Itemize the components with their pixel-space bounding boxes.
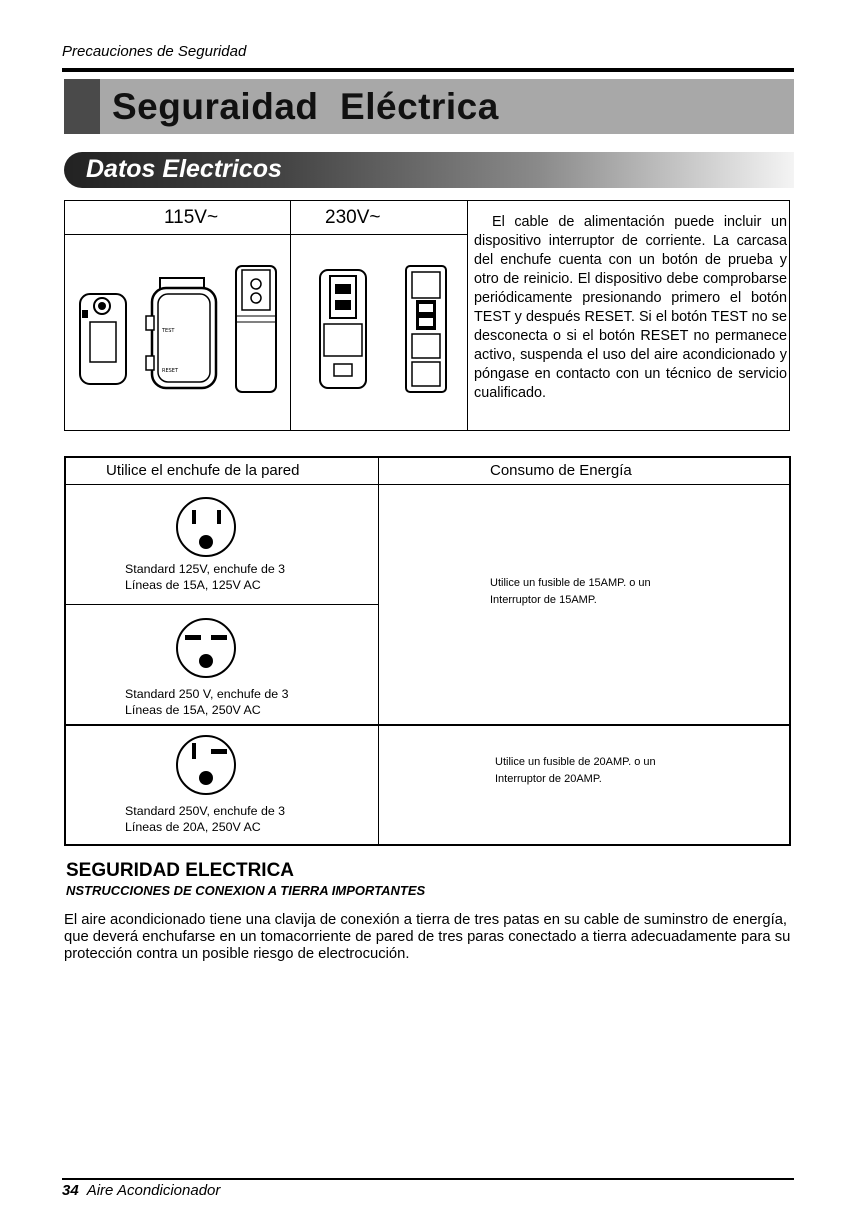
grounding-subtitle: NSTRUCCIONES DE CONEXION A TIERRA IMPORTANTES xyxy=(66,883,426,898)
outlet-label-line: Standard 250 V, enchufe de 3 xyxy=(125,687,289,701)
outlet-table-row-line xyxy=(64,604,378,605)
fuse-15amp-note xyxy=(490,575,651,609)
outlet-label-line: Standard 250V, enchufe de 3 xyxy=(125,804,286,818)
title-accent-block xyxy=(64,79,100,134)
section-title: Datos Electricos xyxy=(86,155,282,183)
outlet-table-row-line xyxy=(64,724,789,726)
devices-header-line xyxy=(64,234,467,235)
outlet-label-line: Líneas de 20A, 250V AC xyxy=(125,820,261,834)
fuse-note-line: Interruptor de 20AMP. xyxy=(495,773,602,785)
plug-230-tall-icon xyxy=(404,264,448,396)
outlet-125v-15a-icon xyxy=(175,496,237,558)
outlet-250v-20a-icon xyxy=(175,734,237,796)
gfci-plug-large-icon xyxy=(146,276,222,392)
page-number: 34 xyxy=(62,1182,79,1199)
devices-divider xyxy=(467,200,468,430)
test-text: TEST xyxy=(162,328,175,334)
header-rule xyxy=(62,68,794,72)
fuse-note-line: Utilice un fusible de 15AMP. o un xyxy=(490,577,651,589)
header-section-label: Precauciones de Seguridad xyxy=(62,43,247,60)
fuse-note-line: Interruptor de 15AMP. xyxy=(490,594,597,606)
outlet-label xyxy=(125,686,289,718)
outlet-250v-15a-icon xyxy=(175,617,237,679)
col-header-power: Consumo de Energía xyxy=(490,462,632,479)
footer-rule xyxy=(62,1178,794,1180)
footer-label: Aire Acondicionador xyxy=(86,1182,221,1199)
outlet-label xyxy=(125,561,285,593)
outlet-table xyxy=(64,456,791,846)
voltage-115-label: 115V~ xyxy=(164,207,219,228)
page-title: Seguraidad Eléctrica xyxy=(112,86,499,127)
outlet-label-line: Standard 125V, enchufe de 3 xyxy=(125,562,286,576)
voltage-230-label: 230V~ xyxy=(325,207,381,228)
outlet-table-divider xyxy=(378,456,379,844)
outlet-table-header-line xyxy=(64,484,789,485)
grounding-title: SEGURIDAD ELECTRICA xyxy=(66,860,295,881)
outlet-label-line: Líneas de 15A, 125V AC xyxy=(125,578,261,592)
outlet-label xyxy=(125,803,285,835)
reset-text: RESET xyxy=(162,368,179,374)
gfci-plug-tall-icon xyxy=(234,264,278,396)
col-header-outlet: Utilice el enchufe de la pared xyxy=(106,462,300,479)
fuse-note-line: Utilice un fusible de 20AMP. o un xyxy=(495,756,656,768)
outlet-label-line: Líneas de 15A, 250V AC xyxy=(125,703,261,717)
footer xyxy=(62,1182,220,1199)
plug-small-icon xyxy=(78,290,130,388)
grounding-body: El aire acondicionado tiene una clavija de conexión a tierra de tres patas en su cable de suminstro de energía, que deverá enchufarse en un tomacorriente de pared de tres paras conectado a tierra adecuadamente para su protección contra un posible riesgo de electrocución. xyxy=(64,912,791,962)
plug-230-icon xyxy=(316,268,370,392)
devices-description: El cable de alimentación puede incluir un dispositivo interruptor de corriente. La carcasa del enchufe cuenta con un botón de prueba y otro de reinicio. El dispositivo debe comprobarse periódicamente presionando primero el botón TEST y después RESET. Si el botón TEST no se desconecta o si el botón RESET no permanece activo, suspenda el uso del aire acondicionado y póngase en contacto con un técnico de servicio cualificado. xyxy=(474,214,787,401)
fuse-20amp-note xyxy=(495,754,656,788)
